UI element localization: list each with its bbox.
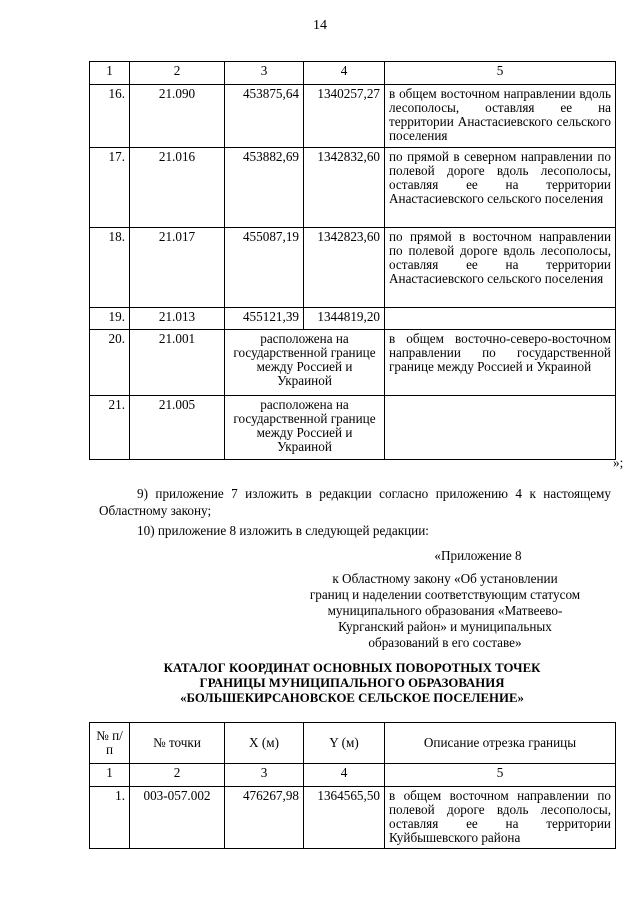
column-number-row xyxy=(90,62,616,85)
row-number: 18. xyxy=(90,228,130,308)
header-description: Описание отрезка границы xyxy=(385,723,616,764)
boundary-coordinates-table-continued xyxy=(89,61,616,460)
catalog-title xyxy=(89,661,615,706)
table-header-row xyxy=(90,723,616,764)
column-number: 4 xyxy=(304,62,385,85)
segment-description: по прямой в северном направлении по полевой дороге вдоль лесополосы, оставляя ее на территории Анастасиевского сельского поселения xyxy=(385,148,616,228)
segment-description: в общем восточном направлении вдоль лесополосы, оставляя ее на территории Анастасиевского сельского поселения xyxy=(385,85,616,148)
header-point-number: № точки xyxy=(130,723,225,764)
column-number: 1 xyxy=(90,62,130,85)
paragraph-10 xyxy=(99,522,611,539)
header-row-number: № п/п xyxy=(90,723,130,764)
paragraph-10-text: 10) приложение 8 изложить в следующей редакции: xyxy=(137,523,429,538)
header-y: Y (м) xyxy=(304,723,385,764)
x-coordinate: 453875,64 xyxy=(225,85,304,148)
table-row xyxy=(90,228,616,308)
column-number: 3 xyxy=(225,764,304,787)
catalog-title-line: КАТАЛОГ КООРДИНАТ ОСНОВНЫХ ПОВОРОТНЫХ ТОЧЕК xyxy=(163,661,541,675)
location-note: расположена на государственной границе между Россией и Украиной xyxy=(225,330,385,396)
column-number: 2 xyxy=(130,62,225,85)
table-row xyxy=(90,85,616,148)
appendix-caption-line: образований в его составе» xyxy=(368,635,522,650)
header-x: X (м) xyxy=(225,723,304,764)
point-number: 003-057.002 xyxy=(130,787,225,849)
paragraph-9 xyxy=(99,485,611,519)
y-coordinate: 1344819,20 xyxy=(304,308,385,330)
column-number: 2 xyxy=(130,764,225,787)
column-number: 4 xyxy=(304,764,385,787)
column-number: 1 xyxy=(90,764,130,787)
x-coordinate: 455087,19 xyxy=(225,228,304,308)
y-coordinate: 1340257,27 xyxy=(304,85,385,148)
table-row xyxy=(90,148,616,228)
appendix-caption-line: к Областному закону «Об установлении xyxy=(332,571,558,586)
closing-quote: »; xyxy=(613,455,624,470)
location-note: расположена на государственной границе между Россией и Украиной xyxy=(225,396,385,460)
appendix-heading: «Приложение 8 xyxy=(434,548,522,563)
segment-description: по прямой в восточном направлении по полевой дороге вдоль лесополосы, оставляя ее на территории Анастасиевского сельского поселения xyxy=(385,228,616,308)
y-coordinate: 1364565,50 xyxy=(304,787,385,849)
page-number: 14 xyxy=(313,18,327,33)
point-number: 21.016 xyxy=(130,148,225,228)
x-coordinate: 455121,39 xyxy=(225,308,304,330)
table-row xyxy=(90,787,616,849)
paragraph-9-text: 9) приложение 7 изложить в редакции согласно приложению 4 к настоящему Областному закону; xyxy=(99,486,611,518)
point-number: 21.001 xyxy=(130,330,225,396)
y-coordinate: 1342832,60 xyxy=(304,148,385,228)
appendix-caption xyxy=(280,571,610,651)
appendix-caption-line: муниципального образования «Матвеево- xyxy=(327,603,563,618)
row-number: 21. xyxy=(90,396,130,460)
row-number: 20. xyxy=(90,330,130,396)
row-number: 16. xyxy=(90,85,130,148)
table-row xyxy=(90,330,616,396)
point-number: 21.005 xyxy=(130,396,225,460)
point-number: 21.017 xyxy=(130,228,225,308)
catalog-coordinates-table xyxy=(89,722,616,849)
appendix-caption-line: Курганский район» и муниципальных xyxy=(338,619,552,634)
table-row xyxy=(90,308,616,330)
catalog-title-line: «БОЛЬШЕКИРСАНОВСКОЕ СЕЛЬСКОЕ ПОСЕЛЕНИЕ» xyxy=(180,691,524,705)
x-coordinate: 453882,69 xyxy=(225,148,304,228)
column-number: 5 xyxy=(385,62,616,85)
catalog-title-line: ГРАНИЦЫ МУНИЦИПАЛЬНОГО ОБРАЗОВАНИЯ xyxy=(199,676,505,690)
column-number: 3 xyxy=(225,62,304,85)
segment-description: в общем восточном направлении по полевой дороге вдоль лесополосы, оставляя ее на территории Куйбышевского района xyxy=(385,787,616,849)
point-number: 21.090 xyxy=(130,85,225,148)
segment-description: в общем восточно-северо-восточном направлении по государственной границе между Россией и Украиной xyxy=(385,330,616,396)
table-row xyxy=(90,396,616,460)
row-number: 1. xyxy=(90,787,130,849)
row-number: 19. xyxy=(90,308,130,330)
column-number-row xyxy=(90,764,616,787)
appendix-caption-line: границ и наделении соответствующим статусом xyxy=(309,587,581,602)
segment-description xyxy=(385,396,616,460)
x-coordinate: 476267,98 xyxy=(225,787,304,849)
row-number: 17. xyxy=(90,148,130,228)
column-number: 5 xyxy=(385,764,616,787)
point-number: 21.013 xyxy=(130,308,225,330)
segment-description xyxy=(385,308,616,330)
y-coordinate: 1342823,60 xyxy=(304,228,385,308)
